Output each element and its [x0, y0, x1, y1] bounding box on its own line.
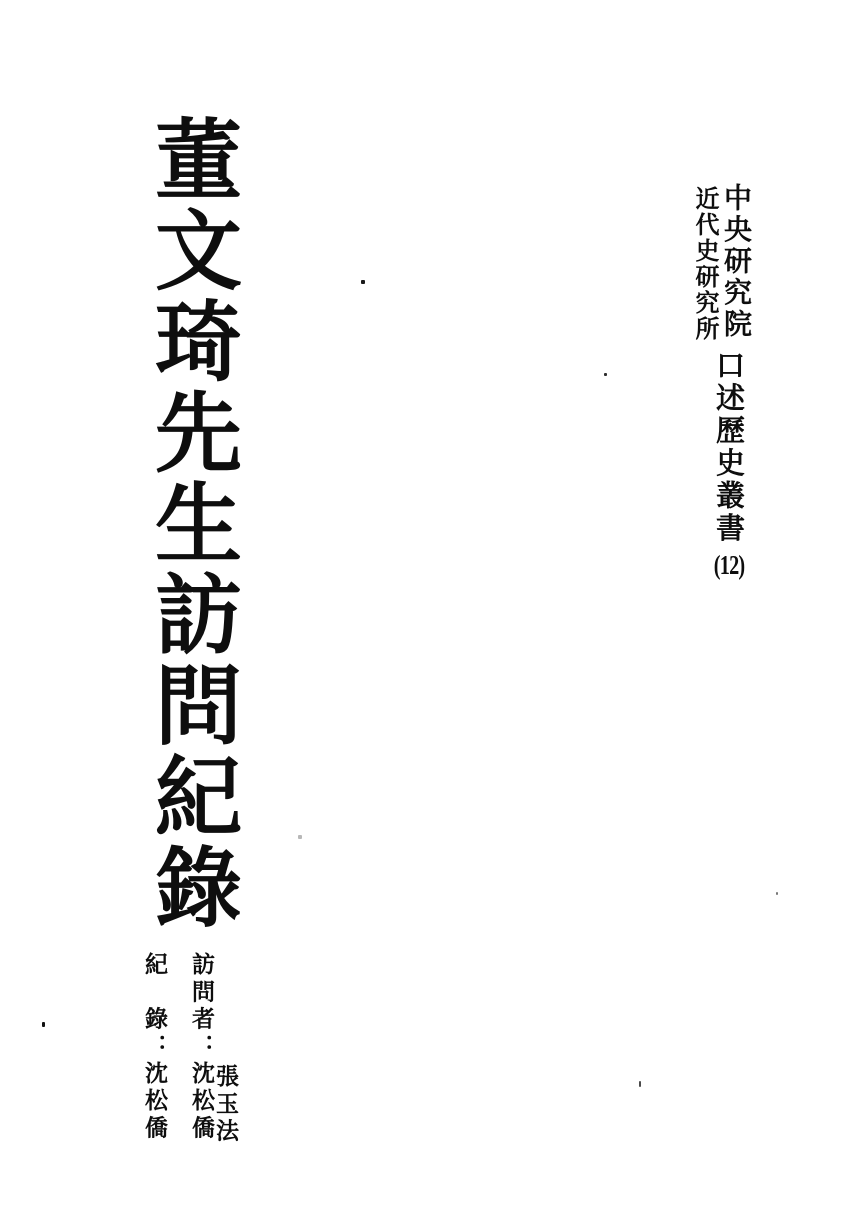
- scan-speck: [42, 1022, 45, 1027]
- recorder-label-and-name: 紀 錄：沈松僑: [142, 952, 167, 1143]
- series-name: 口述歷史叢書: [712, 350, 744, 545]
- publisher-institution-line1: 中央研究院: [720, 183, 751, 341]
- publisher-institution-line2: 近代史研究所: [691, 186, 717, 342]
- scan-speck: [298, 835, 302, 839]
- scan-speck: [776, 892, 778, 895]
- interviewer-name-1: 張玉法: [213, 1064, 238, 1146]
- book-title: 董文琦先生訪問紀錄: [142, 114, 239, 933]
- scan-speck: [604, 373, 607, 376]
- scan-speck: [639, 1081, 641, 1087]
- series-number: (12): [713, 550, 745, 581]
- scan-speck: [361, 280, 365, 284]
- interviewer-label-and-name-2: 訪問者：沈松僑: [189, 952, 214, 1143]
